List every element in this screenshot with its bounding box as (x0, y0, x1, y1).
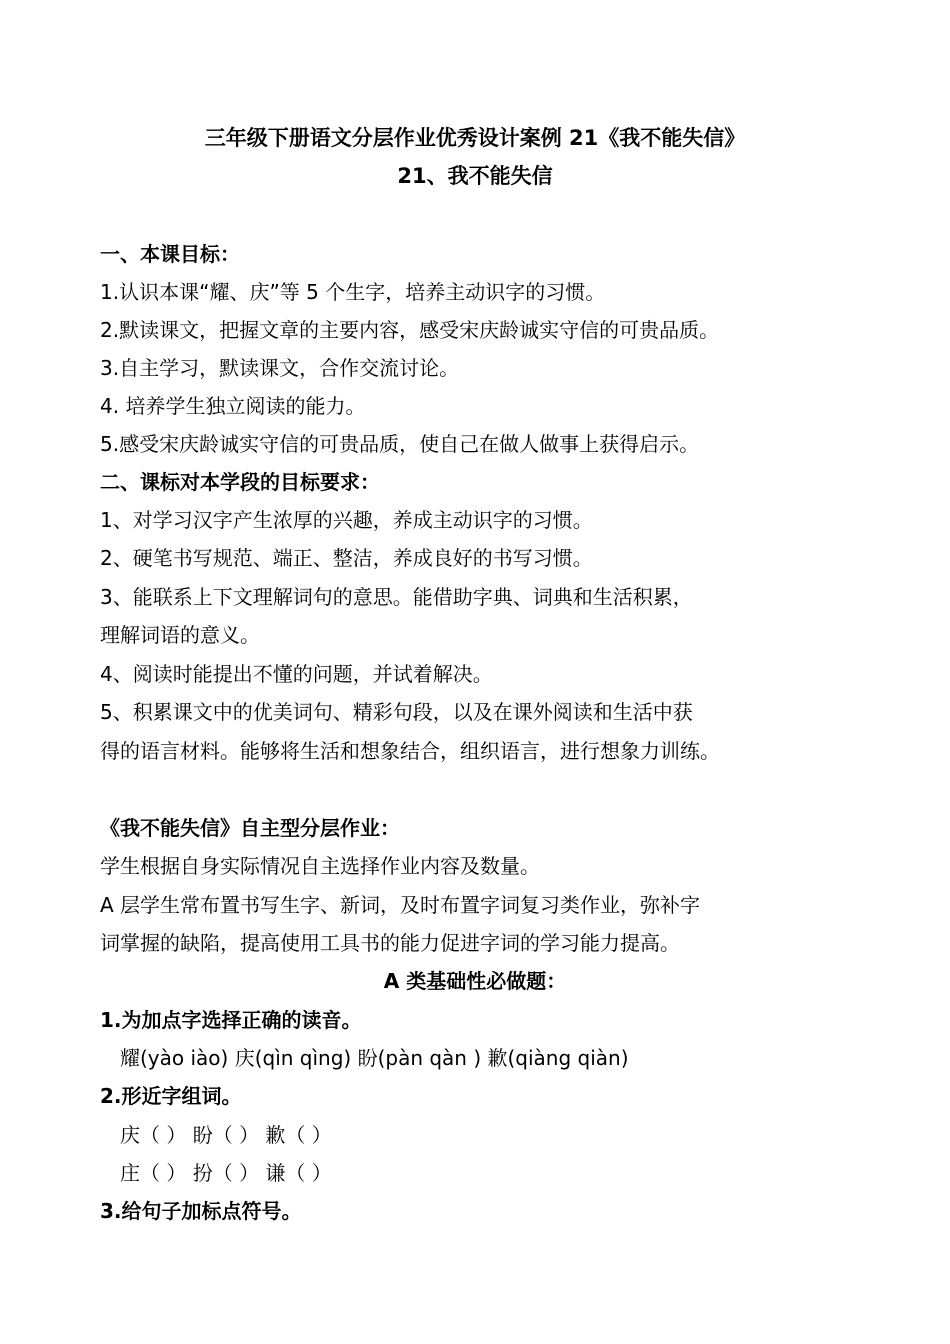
question-2-row-2: 庄（ ） 扮（ ） 谦（ ） (120, 1161, 332, 1185)
section-heading-standards: 二、课标对本学段的目标要求： (100, 470, 380, 494)
goal-item: 1.认识本课“耀、庆”等 5 个生字，培养主动识字的习惯。 (100, 280, 606, 304)
question-2-row-1: 庆（ ） 盼（ ） 歉（ ） (120, 1123, 332, 1147)
lesson-title: 21、我不能失信 (397, 164, 553, 188)
question-1-options: 耀(yào iào) 庆(qìn qìng) 盼(pàn qàn ) 歉(qiàng qiàn) (120, 1046, 629, 1070)
standard-line: 1、对学习汉字产生浓厚的兴趣，养成主动识字的习惯。 (100, 508, 593, 532)
homework-line: 词掌握的缺陷，提高使用工具书的能力促进字词的学习能力提高。 (100, 931, 680, 955)
section-heading-a-type: A 类基础性必做题： (383, 969, 567, 993)
goal-item: 2.默读课文，把握文章的主要内容，感受宋庆龄诚实守信的可贵品质。 (100, 318, 720, 342)
document-title: 三年级下册语文分层作业优秀设计案例 21《我不能失信》 (204, 126, 746, 150)
goal-item: 5.感受宋庆龄诚实守信的可贵品质，使自己在做人做事上获得启示。 (100, 432, 700, 456)
standard-line: 3、能联系上下文理解词句的意思。能借助字典、词典和生活积累， (100, 585, 693, 609)
standard-line: 4、阅读时能提出不懂的问题，并试着解决。 (100, 662, 493, 686)
standard-line: 理解词语的意义。 (100, 623, 260, 647)
question-2: 2.形近字组词。 (100, 1084, 242, 1108)
section-heading-homework: 《我不能失信》自主型分层作业： (100, 816, 400, 840)
goal-item: 3.自主学习，默读课文，合作交流讨论。 (100, 356, 460, 380)
goal-item: 4. 培养学生独立阅读的能力。 (100, 394, 366, 418)
homework-line: A 层学生常布置书写生字、新词，及时布置字词复习类作业，弥补字 (100, 893, 701, 917)
standard-line: 5、积累课文中的优美词句、精彩句段，以及在课外阅读和生活中获 (100, 700, 693, 724)
question-1: 1.为加点字选择正确的读音。 (100, 1008, 362, 1032)
section-heading-goals: 一、本课目标： (100, 242, 240, 266)
homework-line: 学生根据自身实际情况自主选择作业内容及数量。 (100, 854, 540, 878)
standard-line: 得的语言材料。能够将生活和想象结合，组织语言，进行想象力训练。 (100, 739, 720, 763)
question-3: 3.给句子加标点符号。 (100, 1199, 302, 1223)
standard-line: 2、硬笔书写规范、端正、整洁，养成良好的书写习惯。 (100, 546, 593, 570)
